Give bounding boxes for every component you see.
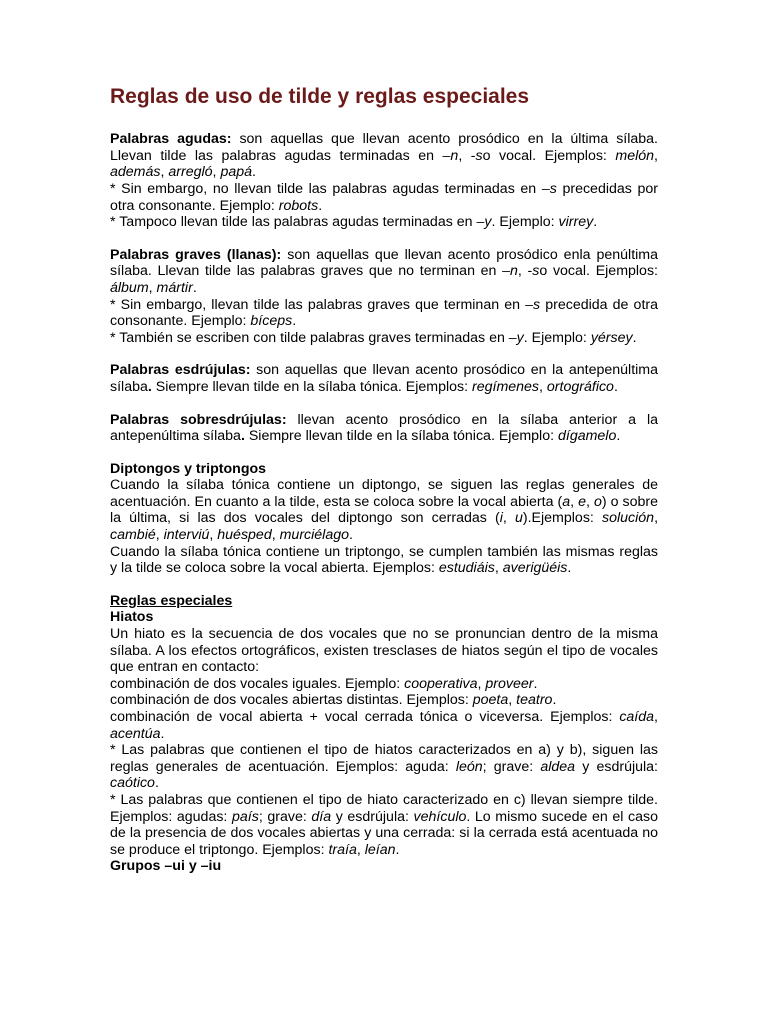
hiatos-paragraph-1: Un hiato es la secuencia de dos vocales que no se pronuncian dentro de la misma sílaba. A los efectos ortográficos, existen tresclases de hiatos según el tipo de vocales que entran en contacto:	[110, 626, 658, 676]
hiatos-list-item-c: combinación de vocal abierta + vocal cerrada tónica o viceversa. Ejemplos: caída, acentúa.	[110, 709, 658, 742]
graves-term: Palabras graves (llanas):	[110, 246, 282, 263]
section-agudas	[110, 131, 658, 231]
hiatos-list-item-b: combinación de dos vocales abiertas distintas. Ejemplos: poeta, teatro.	[110, 692, 557, 709]
graves-paragraph-1: Palabras graves (llanas): son aquellas que llevan acento prosódico enla penúltima sílaba. Llevan tilde las palabras graves que no terminan en –n, -so vocal. Ejemplos: álbum, mártir.	[110, 246, 659, 296]
grupos-heading: Grupos –ui y –iu	[110, 858, 222, 875]
esdrujulas-term: Palabras esdrújulas:	[110, 362, 251, 379]
agudas-paragraph-2: * Sin embargo, no llevan tilde las palabras agudas terminadas en –s precedidas por otra consonante. Ejemplo: robots.	[110, 180, 658, 214]
agudas-paragraph-3: * Tampoco llevan tilde las palabras agudas terminadas en –y. Ejemplo: virrey.	[110, 214, 598, 231]
agudas-term: Palabras agudas:	[110, 131, 232, 148]
especiales-heading: Reglas especiales	[110, 592, 233, 609]
diptongos-paragraph-1: Cuando la sílaba tónica contiene un diptongo, se siguen las reglas generales de acentuación. En cuanto a la tilde, esta se coloca sobre la vocal abierta (a, e, o) o sobre la última, si las dos vocales del diptongo son cerradas (i, u).Ejemplos: solución, cambié, interviú, huésped, murciélago.	[110, 477, 659, 544]
agudas-paragraph-1: Palabras agudas: son aquellas que llevan acento prosódico en la última sílaba. Llevan tilde las palabras agudas terminadas en –n, -so vocal. Ejemplos: melón, además, arregló, papá.	[110, 131, 658, 181]
section-esdrujulas	[110, 362, 658, 395]
section-graves	[110, 247, 658, 347]
document-title: Reglas de uso de tilde y reglas especiales	[110, 85, 530, 108]
section-reglas-especiales	[110, 593, 658, 875]
sobresdrujulas-term: Palabras sobresdrújulas:	[110, 411, 287, 428]
sobresdrujulas-paragraph: Palabras sobresdrújulas: llevan acento prosódico en la sílaba anterior a la antepenúltima sílaba. Siempre llevan tilde en la sílaba tónica. Ejemplo: dígamelo.	[110, 411, 658, 445]
section-sobresdrujulas	[110, 412, 658, 445]
diptongos-paragraph-2: Cuando la sílaba tónica contiene un triptongo, se cumplen también las mismas reglas y la tilde se coloca sobre la vocal abierta. Ejemplos: estudiáis, averigüéis.	[110, 543, 658, 577]
hiatos-heading: Hiatos	[110, 609, 154, 626]
hiatos-paragraph-3: * Las palabras que contienen el tipo de hiato caracterizado en c) llevan siempre tilde. Ejemplos: agudas: país; grave: día y esdrújula: vehículo. Lo mismo sucede en el caso de la presencia de dos vocales abiertas y una cerrada: si la cerrada está acentuada no se produce el triptongo. Ejemplos: traía, leían.	[110, 791, 658, 858]
esdrujulas-paragraph: Palabras esdrújulas: son aquellas que llevan acento prosódico en la antepenúltima sílaba. Siempre llevan tilde en la sílaba tónica. Ejemplos: regímenes, ortográfico.	[110, 362, 658, 395]
diptongos-heading: Diptongos y triptongos	[110, 460, 267, 477]
section-diptongos	[110, 461, 658, 577]
graves-paragraph-2: * Sin embargo, llevan tilde las palabras graves que terminan en –s precedida de otra consonante. Ejemplo: bíceps.	[110, 296, 658, 330]
hiatos-list-item-a: combinación de dos vocales iguales. Ejemplo: cooperativa, proveer.	[110, 675, 538, 692]
hiatos-paragraph-2: * Las palabras que contienen el tipo de hiatos caracterizados en a) y b), siguen las reglas generales de acentuación. Ejemplos: aguda: león; grave: aldea y esdrújula: caótico.	[110, 742, 659, 792]
graves-paragraph-3: * También se escriben con tilde palabras graves terminadas en –y. Ejemplo: yérsey.	[110, 329, 637, 346]
